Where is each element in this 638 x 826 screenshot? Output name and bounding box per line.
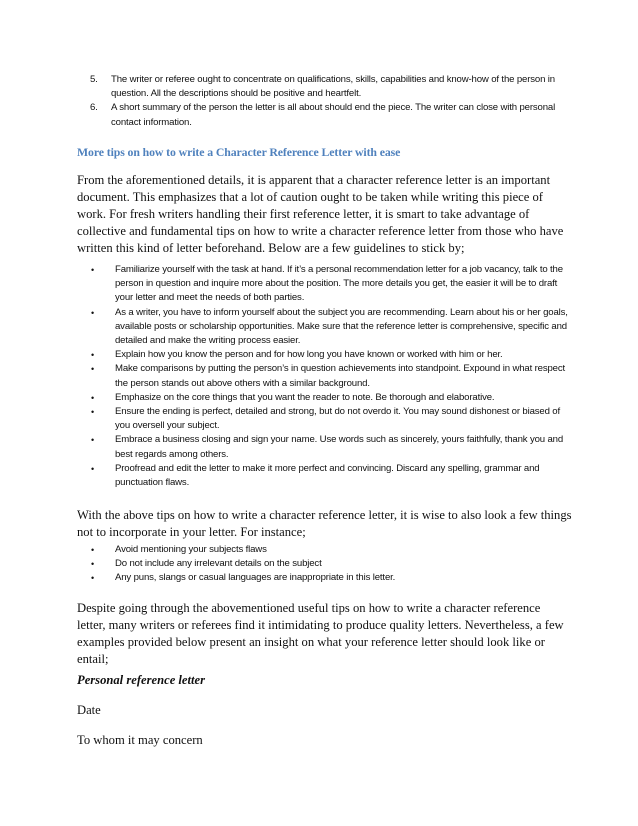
bullet-icon: •	[91, 435, 95, 446]
list-item	[90, 405, 568, 433]
despite-paragraph: Despite going through the abovementioned useful tips on how to write a character reference letter, many writers or referees find it intimidating to produce quality letters. Nevertheless, a few examples provided below present an insight on what your reference letter should look like or entail;	[77, 601, 564, 666]
list-item-text: Ensure the ending is perfect, detailed and strong, but do not overdo it. You may sound dishonest or biased of you oversell your subject.	[115, 406, 560, 432]
example-heading: Personal reference letter	[77, 673, 206, 687]
numbered-list	[90, 73, 570, 130]
list-item	[90, 306, 568, 349]
bullet-icon: •	[91, 559, 95, 570]
list-item	[90, 348, 568, 362]
list-item-text: Avoid mentioning your subjects flaws	[115, 544, 267, 555]
list-item-text: Explain how you know the person and for how long you have known or worked with him or her.	[115, 349, 503, 361]
bullet-icon: •	[91, 307, 95, 318]
list-item-text: Make comparisons by putting the person’s in question achievements into standpoint. Expound in what respect the person stands out above others with a similar background.	[115, 363, 566, 389]
tips-paragraph: With the above tips on how to write a character reference letter, it is wise to also look a few things not to incorporate in your letter. For instance;	[77, 508, 572, 539]
list-item	[90, 263, 568, 306]
section-heading: More tips on how to write a Character Reference Letter with ease	[77, 145, 401, 159]
numbered-item	[90, 73, 570, 101]
salutation-line: To whom it may concern	[77, 733, 203, 747]
list-item	[90, 391, 568, 405]
item-number: 5.	[90, 74, 98, 85]
list-item-text: Emphasize on the core things that you want the reader to note. Be thorough and elaborative.	[115, 391, 495, 403]
list-item	[90, 362, 568, 390]
bullet-icon: •	[91, 350, 95, 361]
list-item-text: Familiarize yourself with the task at hand. If it’s a personal recommendation letter for a job vacancy, talk to the person in question and inquire more about the position. The more details you get, the easier it will be to draft your letter and meet the needs of both parties.	[115, 264, 563, 304]
list-item	[90, 433, 568, 461]
bullet-icon: •	[91, 265, 95, 275]
list-item-text: Embrace a business closing and sign your name. Use words such as sincerely, yours faithfully, thank you and best regards among others.	[115, 434, 564, 460]
list-item	[90, 557, 568, 571]
date-line: Date	[77, 703, 101, 717]
item-text: The writer or referee ought to concentrate on qualifications, skills, capabilities and know-how of the person in question. All the descriptions should be positive and heartfelt.	[111, 74, 555, 100]
item-number: 6.	[90, 102, 98, 114]
list-item	[90, 543, 568, 557]
list-item-text: Proofread and edit the letter to make it more perfect and convincing. Discard any spelling, grammar and punctuation flaws.	[115, 462, 540, 489]
item-text: A short summary of the person the letter is all about should end the piece. The writer can close with personal contact information.	[111, 102, 556, 128]
bullet-icon: •	[91, 392, 95, 403]
list-item	[90, 462, 568, 490]
list-item-text: As a writer, you have to inform yourself about the subject you are recommending. Learn about his or her goals, available posts or scholarship opportunities. Make sure that the reference letter is comprehensive, specific and detailed and make the writing process easier.	[115, 306, 568, 347]
list-item-text: Any puns, slangs or casual languages are inappropriate in this letter.	[115, 572, 396, 584]
bullet-icon: •	[91, 463, 95, 474]
guidelines-list	[90, 263, 568, 490]
bullet-icon: •	[91, 407, 95, 418]
list-item	[90, 571, 568, 585]
bullet-icon: •	[91, 573, 95, 584]
bullet-icon: •	[91, 364, 95, 375]
bullet-icon: •	[91, 545, 95, 555]
numbered-item	[90, 101, 570, 129]
avoid-list	[90, 543, 568, 586]
list-item-text: Do not include any irrelevant details on the subject	[115, 558, 322, 570]
intro-paragraph: From the aforementioned details, it is apparent that a character reference letter is an important document. This emphasizes that a lot of caution ought to be taken while writing this piece of work. For fresh writers handling their first reference letter, it is smart to take advantage of collective and fundamental tips on how to write a character reference letter from those who have written this kind of letter beforehand. Below are a few guidelines to stick by;	[77, 173, 564, 255]
